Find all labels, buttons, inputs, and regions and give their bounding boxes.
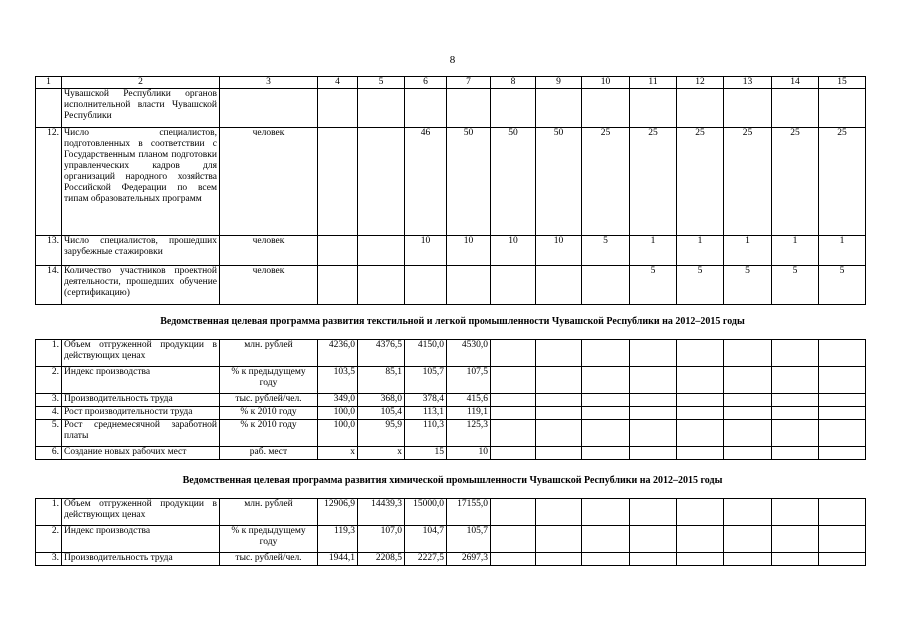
value-cell (536, 553, 582, 566)
value-cell (491, 340, 536, 367)
value-cell (724, 394, 772, 407)
row-number-cell: 3. (36, 394, 62, 407)
value-cell: 415,6 (447, 394, 491, 407)
value-cell (491, 394, 536, 407)
table-row (36, 499, 866, 526)
column-number-cell: 2 (62, 77, 220, 89)
value-cell (318, 236, 358, 266)
column-number-cell: 1 (36, 77, 62, 89)
value-cell (819, 553, 866, 566)
value-cell: 10 (536, 236, 582, 266)
value-cell (582, 553, 630, 566)
table-row (36, 394, 866, 407)
value-cell (819, 499, 866, 526)
column-number-cell: 15 (819, 77, 866, 89)
value-cell (772, 447, 819, 460)
value-cell: 50 (447, 128, 491, 236)
value-cell: 25 (724, 128, 772, 236)
value-cell: 25 (582, 128, 630, 236)
value-cell: 50 (536, 128, 582, 236)
value-cell (630, 447, 677, 460)
value-cell (582, 266, 630, 305)
value-cell (536, 420, 582, 447)
row-number-cell: 1. (36, 499, 62, 526)
row-number-cell: 13. (36, 236, 62, 266)
value-cell (630, 499, 677, 526)
value-cell: 25 (677, 128, 724, 236)
value-cell (724, 447, 772, 460)
value-cell (630, 526, 677, 553)
value-cell: 100,0 (318, 407, 358, 420)
value-cell (491, 367, 536, 394)
value-cell: 50 (491, 128, 536, 236)
value-cell (318, 128, 358, 236)
value-cell (491, 407, 536, 420)
value-cell (819, 394, 866, 407)
value-cell (630, 394, 677, 407)
value-cell: 4376,5 (358, 340, 405, 367)
value-cell (582, 420, 630, 447)
unit-cell: человек (220, 266, 318, 305)
value-cell (358, 89, 405, 128)
column-number-cell: 14 (772, 77, 819, 89)
value-cell (819, 407, 866, 420)
unit-cell: тыс. рублей/чел. (220, 394, 318, 407)
value-cell: 10 (447, 236, 491, 266)
value-cell: 4150,0 (405, 340, 447, 367)
value-cell (724, 407, 772, 420)
value-cell (772, 420, 819, 447)
section-title-textile: Ведомственная целевая программа развития текстильной и легкой промышленности Чувашской Республики на 2012–2015 годы (160, 316, 745, 327)
value-cell (491, 526, 536, 553)
value-cell (358, 266, 405, 305)
value-cell (491, 499, 536, 526)
value-cell (677, 89, 724, 128)
textile-program-table (35, 339, 866, 460)
value-cell (630, 367, 677, 394)
indicator-name-cell: Рост производительности труда (62, 407, 220, 420)
row-number-cell: 2. (36, 367, 62, 394)
row-number-cell: 1. (36, 340, 62, 367)
row-number-cell: 5. (36, 420, 62, 447)
value-cell (630, 407, 677, 420)
value-cell (491, 266, 536, 305)
value-cell: 5 (772, 266, 819, 305)
unit-cell: % к предыдущему году (220, 367, 318, 394)
row-number-cell: 3. (36, 553, 62, 566)
value-cell (447, 89, 491, 128)
value-cell (491, 420, 536, 447)
value-cell: 10 (405, 236, 447, 266)
value-cell: 1 (630, 236, 677, 266)
value-cell: 107,5 (447, 367, 491, 394)
value-cell: 368,0 (358, 394, 405, 407)
value-cell: 10 (447, 447, 491, 460)
value-cell (677, 340, 724, 367)
column-number-cell: 3 (220, 77, 318, 89)
value-cell (582, 447, 630, 460)
value-cell (405, 266, 447, 305)
value-cell (536, 407, 582, 420)
unit-cell: % к 2010 году (220, 407, 318, 420)
table-row (36, 553, 866, 566)
table-row (36, 526, 866, 553)
value-cell: 14439,3 (358, 499, 405, 526)
value-cell: х (358, 447, 405, 460)
value-cell (677, 407, 724, 420)
value-cell (772, 407, 819, 420)
page-number: 8 (449, 54, 456, 66)
value-cell: 95,9 (358, 420, 405, 447)
value-cell: 2208,5 (358, 553, 405, 566)
column-number-cell: 9 (536, 77, 582, 89)
value-cell (536, 447, 582, 460)
value-cell (677, 447, 724, 460)
value-cell (819, 89, 866, 128)
value-cell (491, 89, 536, 128)
value-cell: 1 (819, 236, 866, 266)
value-cell: 10 (491, 236, 536, 266)
value-cell (582, 394, 630, 407)
value-cell: 113,1 (405, 407, 447, 420)
value-cell: 12906,9 (318, 499, 358, 526)
value-cell (582, 407, 630, 420)
value-cell: 5 (630, 266, 677, 305)
value-cell (536, 367, 582, 394)
indicator-name-cell: Индекс производства (62, 367, 220, 394)
value-cell (536, 89, 582, 128)
value-cell: 107,0 (358, 526, 405, 553)
value-cell: 4236,0 (318, 340, 358, 367)
indicator-name-cell: Создание новых рабочих мест (62, 447, 220, 460)
unit-cell: тыс. рублей/чел. (220, 553, 318, 566)
value-cell (318, 266, 358, 305)
unit-cell: млн. рублей (220, 499, 318, 526)
value-cell: х (318, 447, 358, 460)
value-cell (536, 526, 582, 553)
indicator-name-cell: Число специалистов, подготовленных в соответствии с Государственным планом подготовки управленческих кадров для организаций народного хозяйства Российской Федерации по всем типам образовательных программ (62, 128, 220, 236)
row-number-cell: 14. (36, 266, 62, 305)
table-header-row (36, 77, 866, 89)
value-cell (819, 447, 866, 460)
value-cell (405, 89, 447, 128)
value-cell: 15 (405, 447, 447, 460)
value-cell (772, 553, 819, 566)
value-cell (819, 340, 866, 367)
value-cell: 100,0 (318, 420, 358, 447)
value-cell: 119,3 (318, 526, 358, 553)
unit-cell: человек (220, 236, 318, 266)
table-row (36, 407, 866, 420)
indicator-name-cell: Объем отгруженной продукции в действующих ценах (62, 499, 220, 526)
value-cell (536, 340, 582, 367)
value-cell: 25 (630, 128, 677, 236)
value-cell: 4530,0 (447, 340, 491, 367)
value-cell: 17155,0 (447, 499, 491, 526)
table-row (36, 420, 866, 447)
indicator-name-cell: Рост среднемесячной заработной платы (62, 420, 220, 447)
indicator-name-cell: Производительность труда (62, 394, 220, 407)
column-number-cell: 11 (630, 77, 677, 89)
indicator-name-cell: Чувашской Республики органов исполнительной власти Чувашской Республики (62, 89, 220, 128)
unit-cell (220, 89, 318, 128)
column-number-cell: 8 (491, 77, 536, 89)
value-cell (630, 340, 677, 367)
unit-cell: млн. рублей (220, 340, 318, 367)
value-cell: 46 (405, 128, 447, 236)
column-number-cell: 10 (582, 77, 630, 89)
value-cell: 1 (772, 236, 819, 266)
value-cell (724, 553, 772, 566)
value-cell (582, 367, 630, 394)
value-cell: 103,5 (318, 367, 358, 394)
value-cell (677, 553, 724, 566)
indicator-name-cell: Объем отгруженной продукции в действующих ценах (62, 340, 220, 367)
value-cell (536, 394, 582, 407)
value-cell (772, 340, 819, 367)
value-cell: 5 (819, 266, 866, 305)
value-cell (630, 89, 677, 128)
value-cell (318, 89, 358, 128)
value-cell (724, 89, 772, 128)
value-cell (677, 499, 724, 526)
row-number-cell: 2. (36, 526, 62, 553)
unit-cell: % к предыдущему году (220, 526, 318, 553)
chemical-program-table (35, 498, 866, 566)
value-cell (582, 340, 630, 367)
value-cell (724, 526, 772, 553)
value-cell (677, 394, 724, 407)
column-number-cell: 12 (677, 77, 724, 89)
value-cell (772, 89, 819, 128)
value-cell: 15000,0 (405, 499, 447, 526)
value-cell (772, 526, 819, 553)
value-cell: 2227,5 (405, 553, 447, 566)
table-row (36, 447, 866, 460)
value-cell: 5 (724, 266, 772, 305)
value-cell: 1 (724, 236, 772, 266)
value-cell: 105,7 (405, 367, 447, 394)
unit-cell: человек (220, 128, 318, 236)
unit-cell: раб. мест (220, 447, 318, 460)
table-row (36, 236, 866, 266)
main-indicators-table (35, 76, 866, 305)
table-row (36, 266, 866, 305)
value-cell (724, 367, 772, 394)
value-cell: 25 (772, 128, 819, 236)
value-cell: 85,1 (358, 367, 405, 394)
value-cell: 110,3 (405, 420, 447, 447)
value-cell (819, 420, 866, 447)
row-number-cell (36, 89, 62, 128)
value-cell (358, 236, 405, 266)
value-cell: 2697,3 (447, 553, 491, 566)
value-cell (491, 447, 536, 460)
value-cell: 5 (582, 236, 630, 266)
table-row (36, 128, 866, 236)
value-cell (536, 266, 582, 305)
value-cell (724, 420, 772, 447)
table-row (36, 367, 866, 394)
column-number-cell: 13 (724, 77, 772, 89)
value-cell: 1944,1 (318, 553, 358, 566)
table-row (36, 89, 866, 128)
row-number-cell: 4. (36, 407, 62, 420)
value-cell (358, 128, 405, 236)
column-number-cell: 5 (358, 77, 405, 89)
value-cell: 105,4 (358, 407, 405, 420)
indicator-name-cell: Производительность труда (62, 553, 220, 566)
value-cell (491, 553, 536, 566)
value-cell (536, 499, 582, 526)
value-cell: 25 (819, 128, 866, 236)
value-cell (582, 89, 630, 128)
value-cell: 1 (677, 236, 724, 266)
indicator-name-cell: Количество участников проектной деятельности, прошедших обучение (сертификацию) (62, 266, 220, 305)
value-cell: 104,7 (405, 526, 447, 553)
value-cell: 378,4 (405, 394, 447, 407)
section-title-chemical: Ведомственная целевая программа развития химической промышленности Чувашской Республики на 2012–2015 годы (182, 475, 723, 486)
table-row (36, 340, 866, 367)
value-cell (582, 526, 630, 553)
value-cell: 125,3 (447, 420, 491, 447)
row-number-cell: 6. (36, 447, 62, 460)
column-number-cell: 6 (405, 77, 447, 89)
value-cell (819, 367, 866, 394)
value-cell (772, 394, 819, 407)
indicator-name-cell: Индекс производства (62, 526, 220, 553)
value-cell (677, 420, 724, 447)
value-cell (677, 367, 724, 394)
value-cell (630, 553, 677, 566)
indicator-name-cell: Число специалистов, прошедших зарубежные стажировки (62, 236, 220, 266)
value-cell: 119,1 (447, 407, 491, 420)
value-cell (724, 499, 772, 526)
value-cell (819, 526, 866, 553)
value-cell (772, 367, 819, 394)
value-cell (630, 420, 677, 447)
column-number-cell: 4 (318, 77, 358, 89)
value-cell (677, 526, 724, 553)
value-cell (582, 499, 630, 526)
unit-cell: % к 2010 году (220, 420, 318, 447)
value-cell: 105,7 (447, 526, 491, 553)
row-number-cell: 12. (36, 128, 62, 236)
value-cell (772, 499, 819, 526)
value-cell: 349,0 (318, 394, 358, 407)
value-cell: 5 (677, 266, 724, 305)
value-cell (724, 340, 772, 367)
value-cell (447, 266, 491, 305)
column-number-cell: 7 (447, 77, 491, 89)
